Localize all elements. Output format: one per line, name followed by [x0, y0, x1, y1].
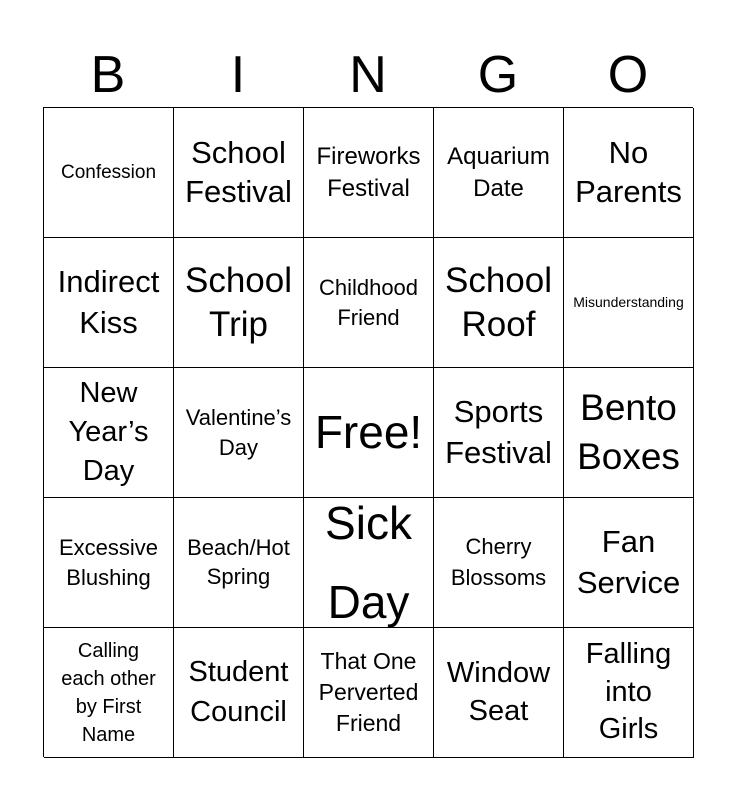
bingo-cell[interactable]: Valentine’s Day	[174, 368, 304, 498]
bingo-cell[interactable]: Window Seat	[434, 628, 564, 758]
bingo-cell[interactable]: Aquarium Date	[434, 108, 564, 238]
header-letter-n: N	[349, 46, 387, 104]
bingo-cell[interactable]: School Roof	[434, 238, 564, 368]
bingo-cell[interactable]: Excessive Blushing	[44, 498, 174, 628]
bingo-cell[interactable]: Fan Service	[564, 498, 694, 628]
bingo-cell[interactable]: School Trip	[174, 238, 304, 368]
bingo-cell[interactable]: Sports Festival	[434, 368, 564, 498]
free-space[interactable]: Free!	[304, 368, 434, 498]
bingo-cell[interactable]: Beach/Hot Spring	[174, 498, 304, 628]
bingo-cell[interactable]: Misunderstanding	[564, 238, 694, 368]
bingo-cell[interactable]: Indirect Kiss	[44, 238, 174, 368]
bingo-cell[interactable]: Falling into Girls	[564, 628, 694, 758]
header-letter-g: G	[477, 46, 519, 104]
bingo-cell[interactable]: That One Perverted Friend	[304, 628, 434, 758]
bingo-cell[interactable]: Bento Boxes	[564, 368, 694, 498]
bingo-cell[interactable]: Fireworks Festival	[304, 108, 434, 238]
bingo-header	[43, 44, 693, 106]
bingo-cell[interactable]: Calling each other by First Name	[44, 628, 174, 758]
header-letter-o: O	[607, 46, 649, 104]
bingo-cell[interactable]: Sick Day	[304, 498, 434, 628]
header-letter-b: B	[90, 46, 126, 104]
bingo-cell[interactable]: Cherry Blossoms	[434, 498, 564, 628]
bingo-cell[interactable]: New Year’s Day	[44, 368, 174, 498]
bingo-cell[interactable]: Student Council	[174, 628, 304, 758]
bingo-cell[interactable]: Childhood Friend	[304, 238, 434, 368]
header-letter-i: I	[230, 46, 246, 104]
bingo-cell[interactable]: School Festival	[174, 108, 304, 238]
bingo-card-grid	[43, 107, 693, 757]
bingo-cell[interactable]: No Parents	[564, 108, 694, 238]
bingo-cell[interactable]: Confession	[44, 108, 174, 238]
